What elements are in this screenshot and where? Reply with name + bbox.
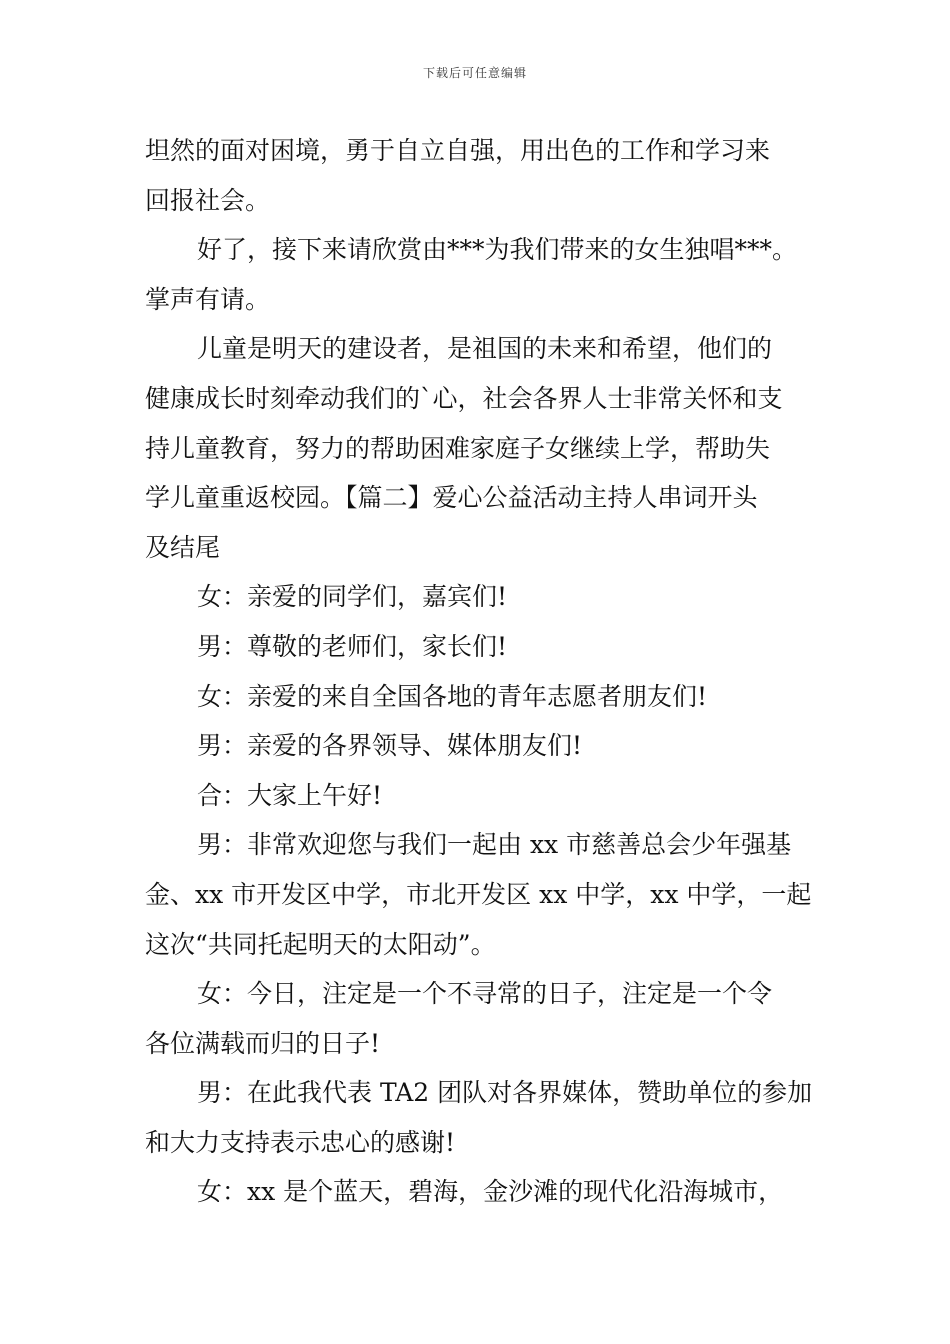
text-line: 回报社会。 bbox=[145, 185, 271, 215]
text-line: 女：今日，注定是一个不寻常的日子，注定是一个令 bbox=[197, 979, 773, 1009]
page-header: 下载后可任意编辑 bbox=[422, 66, 527, 80]
text-line: 掌声有请。 bbox=[145, 284, 271, 314]
text-line: 男：在此我代表 TA2 团队对各界媒体，赞助单位的参加 bbox=[197, 1078, 813, 1108]
text-line: 学儿童重返校园。【篇二】爱心公益活动主持人串词开头 bbox=[145, 483, 758, 513]
document-body bbox=[145, 126, 813, 1217]
text-line: 这次“共同托起明天的太阳动”。 bbox=[145, 929, 496, 959]
text-line: 健康成长时刻牵动我们的`心，社会各界人士非常关怀和支 bbox=[145, 383, 783, 413]
text-line: 男：非常欢迎您与我们一起由 xx 市慈善总会少年强基 bbox=[197, 830, 792, 860]
text-line: 好了，接下来请欣赏由***为我们带来的女生独唱***。 bbox=[197, 235, 798, 265]
text-line: 及结尾 bbox=[145, 532, 221, 562]
text-line: 和大力支持表示忠心的感谢! bbox=[145, 1127, 456, 1157]
text-line: 儿童是明天的建设者，是祖国的未来和希望，他们的 bbox=[197, 334, 773, 364]
text-line: 男：亲爱的各界领导、媒体朋友们! bbox=[197, 731, 583, 761]
text-line: 男：尊敬的老师们，家长们! bbox=[197, 631, 508, 661]
text-line: 金、xx 市开发区中学，市北开发区 xx 中学，xx 中学，一起 bbox=[145, 879, 812, 909]
text-line: 坦然的面对困境，勇于自立自强，用出色的工作和学习来 bbox=[145, 136, 771, 165]
text-line: 持儿童教育，努力的帮助困难家庭子女继续上学，帮助失 bbox=[145, 433, 771, 463]
text-line: 女：亲爱的来自全国各地的青年志愿者朋友们! bbox=[197, 681, 708, 711]
text-line: 女：xx 是个蓝天，碧海，金沙滩的现代化沿海城市， bbox=[197, 1177, 784, 1207]
text-line: 女：亲爱的同学们，嘉宾们! bbox=[197, 582, 508, 612]
text-line: 合：大家上午好! bbox=[197, 780, 383, 810]
text-line: 各位满载而归的日子! bbox=[145, 1028, 381, 1058]
